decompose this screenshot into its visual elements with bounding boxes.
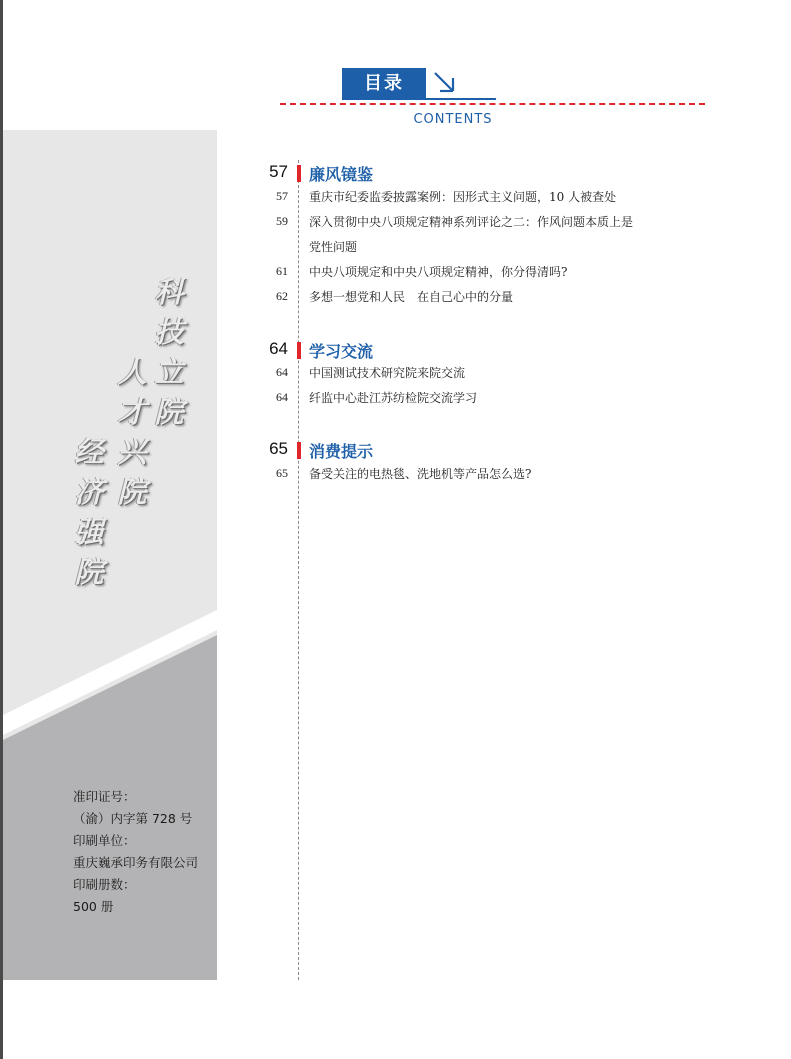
- toc-title: 目录: [342, 68, 426, 100]
- toc-item[interactable]: 中央八项规定和中央八项规定精神，你分得清吗?: [309, 265, 568, 279]
- toc-item[interactable]: 多想一想党和人民 在自己心中的分量: [309, 290, 514, 304]
- pubinfo-line: 印刷单位：: [73, 833, 136, 848]
- section-page-number: 57: [269, 162, 288, 181]
- pubinfo-line: 准印证号：: [73, 789, 136, 804]
- item-page-number: 62: [276, 289, 288, 303]
- toc-item[interactable]: 中国测试技术研究院来院交流: [309, 366, 466, 380]
- pubinfo-line: 500 册: [73, 899, 114, 914]
- pubinfo-line: 印刷册数：: [73, 877, 136, 892]
- toc-item[interactable]: 重庆市纪委监委披露案例：因形式主义问题，10 人被查处: [309, 190, 617, 204]
- section-marker-bar: [297, 442, 301, 459]
- header-dashed-divider: [280, 103, 705, 105]
- item-page-number: 59: [276, 214, 288, 228]
- contents-label: CONTENTS: [413, 112, 493, 127]
- item-page-number: 65: [276, 466, 288, 480]
- publication-info: [73, 786, 213, 918]
- toc-item-continuation[interactable]: 党性问题: [309, 240, 358, 254]
- slogan-line-2: 人才兴院: [117, 355, 147, 509]
- pubinfo-line: 重庆巍承印务有限公司: [73, 855, 199, 870]
- pubinfo-line: （渝）内字第 728 号: [73, 811, 193, 826]
- item-page-number: 57: [276, 189, 288, 203]
- item-page-number: 61: [276, 264, 288, 278]
- item-page-number: 64: [276, 365, 288, 379]
- toc-vertical-dashed-line: [298, 160, 299, 980]
- section-title[interactable]: 学习交流: [309, 342, 374, 361]
- item-page-number: 64: [276, 390, 288, 404]
- toc-underline: [426, 98, 496, 100]
- section-title[interactable]: 消费提示: [309, 442, 374, 461]
- toc-item[interactable]: 深入贯彻中央八项规定精神系列评论之二：作风问题本质上是: [309, 215, 634, 229]
- section-page-number: 65: [269, 439, 288, 458]
- arrow-down-right-icon: [432, 70, 458, 96]
- section-title[interactable]: 廉风镜鉴: [309, 165, 374, 184]
- slogan-line-1: 科技立院: [154, 275, 184, 429]
- section-marker-bar: [297, 342, 301, 359]
- slogan-line-3: 经济强院: [74, 435, 104, 589]
- toc-item[interactable]: 纤监中心赴江苏纺检院交流学习: [309, 391, 478, 405]
- toc-item[interactable]: 备受关注的电热毯、洗地机等产品怎么选?: [309, 467, 532, 481]
- section-marker-bar: [297, 165, 301, 182]
- section-page-number: 64: [269, 339, 288, 358]
